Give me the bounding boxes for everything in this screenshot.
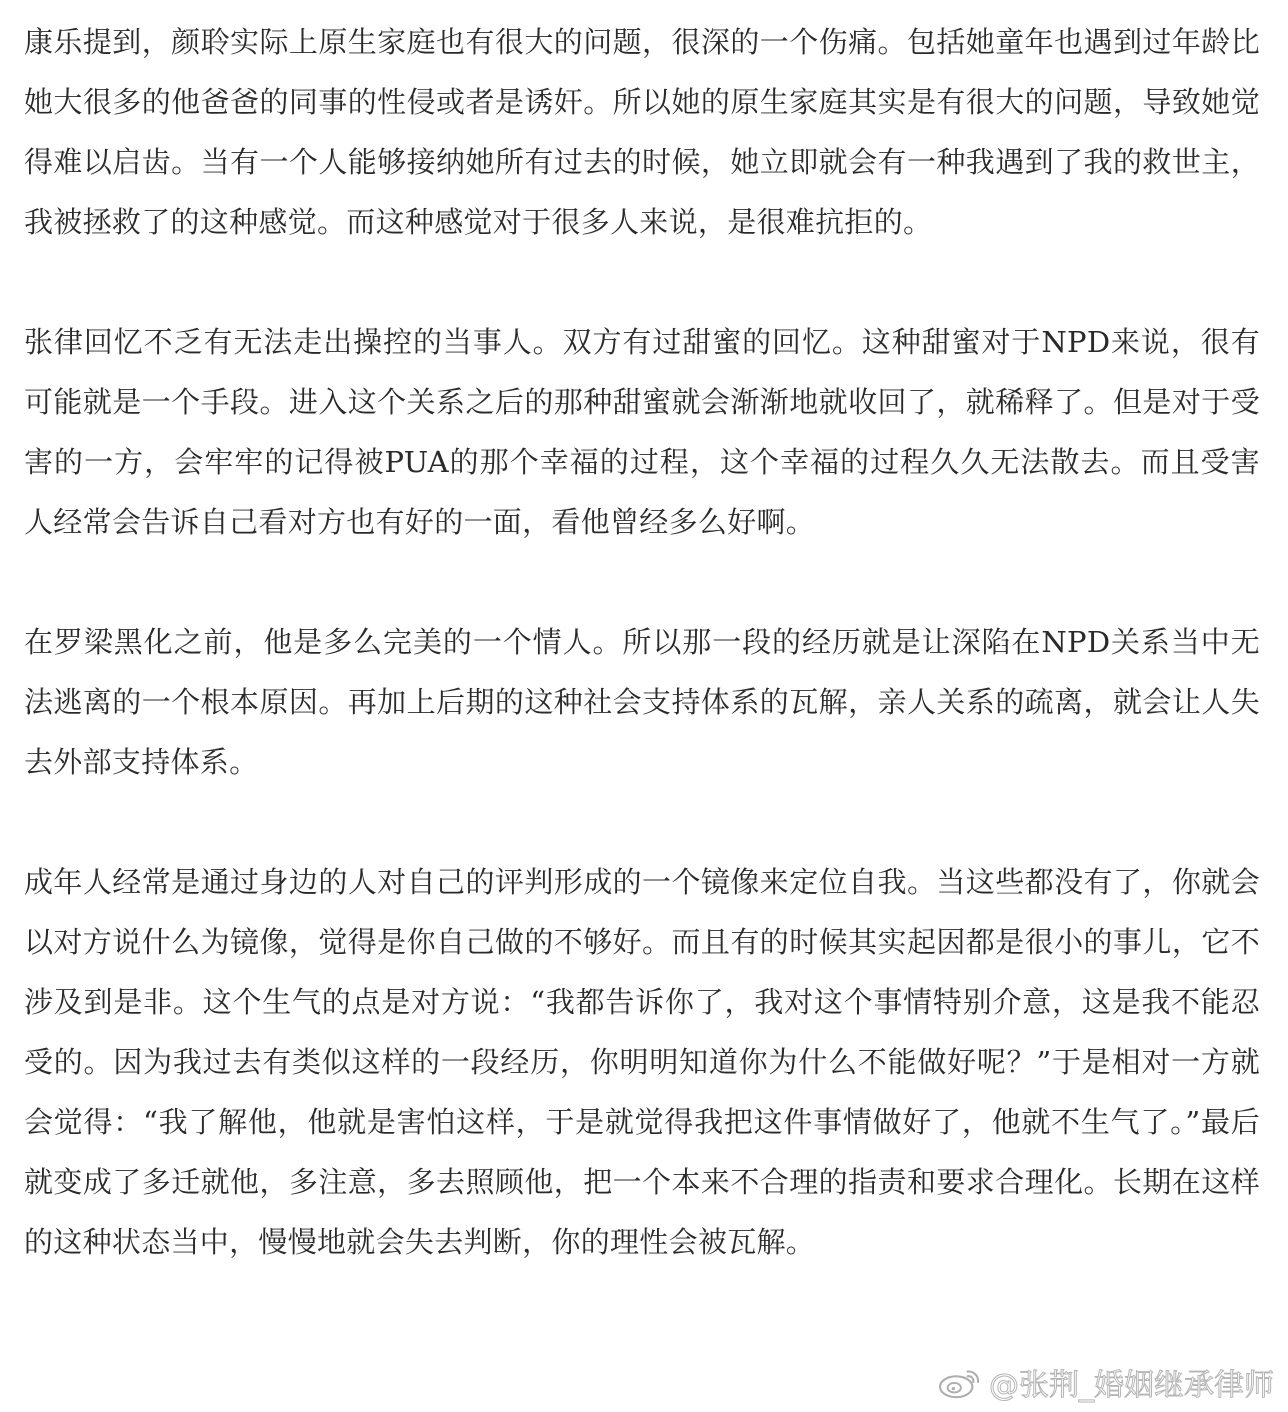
paragraph-2: 张律回忆不乏有无法走出操控的当事人。双方有过甜蜜的回忆。这种甜蜜对于NPD来说，很有可能就是一个手段。进入这个关系之后的那种甜蜜就会渐渐地就收回了，就稀释了。但是对于受害的一方，会牢牢的记得被PUA的那个幸福的过程，这个幸福的过程久久无法散去。而且受害人经常会告诉自己看对方也有好的一面，看他曾经多么好啊。 [24,325,1260,539]
paragraph-1: 康乐提到，颜聆实际上原生家庭也有很大的问题，很深的一个伤痛。包括她童年也遇到过年龄比她大很多的他爸爸的同事的性侵或者是诱奸。所以她的原生家庭其实是有很大的问题，导致她觉得难以启齿。当有一个人能够接纳她所有过去的时候，她立即就会有一种我遇到了我的救世主，我被拯救了的这种感觉。而这种感觉对于很多人来说，是很难抗拒的。 [24,25,1260,239]
weibo-logo-icon [937,1363,983,1401]
watermark-text: @张荆_婚姻继承律师 [989,1368,1274,1403]
article-body [24,12,1260,1272]
watermark [937,1362,1274,1402]
paragraph-3: 在罗梁黑化之前，他是多么完美的一个情人。所以那一段的经历就是让深陷在NPD关系当中无法逃离的一个根本原因。再加上后期的这种社会支持体系的瓦解，亲人关系的疏离，就会让人失去外部支持体系。 [24,625,1260,779]
paragraph-4: 成年人经常是通过身边的人对自己的评判形成的一个镜像来定位自我。当这些都没有了，你就会以对方说什么为镜像，觉得是你自己做的不够好。而且有的时候其实起因都是很小的事儿，它不涉及到是非。这个生气的点是对方说：“我都告诉你了，我对这个事情特别介意，这是我不能忍受的。因为我过去有类似这样的一段经历，你明明知道你为什么不能做好呢？”于是相对一方就会觉得：“我了解他，他就是害怕这样，于是就觉得我把这件事情做好了，他就不生气了。”最后就变成了多迁就他，多注意，多去照顾他，把一个本来不合理的指责和要求合理化。长期在这样的这种状态当中，慢慢地就会失去判断，你的理性会被瓦解。 [24,865,1260,1259]
